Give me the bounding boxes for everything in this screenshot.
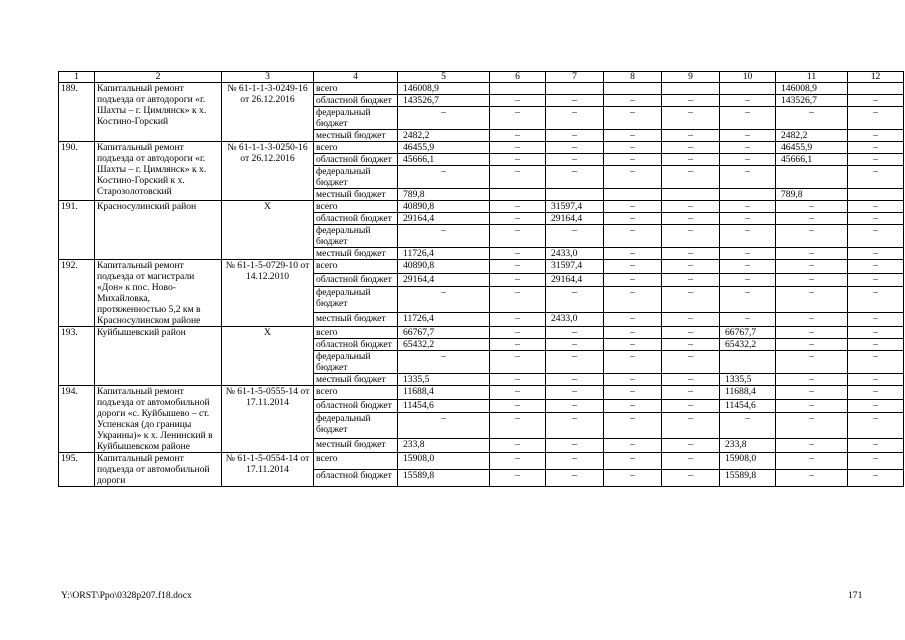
amount-cell: – bbox=[776, 327, 848, 339]
amount-cell: – bbox=[490, 453, 546, 470]
amount-cell: 2433,0 bbox=[546, 313, 604, 327]
record-number: 192. bbox=[59, 260, 95, 327]
amount-cell: 40890,8 bbox=[398, 260, 490, 274]
amount-cell: – bbox=[604, 287, 662, 313]
amount-cell: 15908,0 bbox=[398, 453, 490, 470]
record-number: 190. bbox=[59, 142, 95, 201]
amount-cell: – bbox=[546, 351, 604, 374]
funding-source-label: местный бюджет bbox=[314, 439, 398, 453]
amount-cell: – bbox=[604, 130, 662, 142]
funding-source-label: областной бюджет bbox=[314, 470, 398, 487]
amount-cell bbox=[720, 351, 776, 374]
amount-cell: – bbox=[490, 327, 546, 339]
amount-cell: – bbox=[848, 470, 904, 487]
amount-cell: – bbox=[662, 287, 720, 313]
amount-cell: – bbox=[546, 142, 604, 154]
amount-cell bbox=[848, 189, 904, 201]
amount-cell bbox=[662, 189, 720, 201]
amount-cell: – bbox=[662, 399, 720, 413]
amount-cell: – bbox=[776, 260, 848, 274]
record-number: 195. bbox=[59, 453, 95, 487]
amount-cell: – bbox=[490, 107, 546, 130]
amount-cell: – bbox=[848, 248, 904, 260]
column-number-row bbox=[59, 72, 904, 83]
amount-cell: 11688,4 bbox=[720, 386, 776, 400]
amount-cell: – bbox=[604, 470, 662, 487]
amount-cell: – bbox=[848, 273, 904, 287]
amount-cell bbox=[662, 83, 720, 95]
amount-cell bbox=[490, 83, 546, 95]
amount-cell: – bbox=[662, 260, 720, 274]
amount-cell: – bbox=[720, 287, 776, 313]
funding-source-label: областной бюджет bbox=[314, 154, 398, 166]
amount-cell: – bbox=[848, 386, 904, 400]
amount-cell: – bbox=[776, 351, 848, 374]
amount-cell: – bbox=[662, 166, 720, 189]
amount-cell: – bbox=[546, 374, 604, 386]
amount-cell bbox=[490, 189, 546, 201]
amount-cell: – bbox=[490, 273, 546, 287]
amount-cell: 789,8 bbox=[776, 189, 848, 201]
amount-cell: 45666,1 bbox=[398, 154, 490, 166]
amount-cell: – bbox=[848, 225, 904, 248]
document-reference: № 61-1-1-3-0249-16 от 26.12.2016 bbox=[222, 83, 314, 142]
amount-cell: 66767,7 bbox=[398, 327, 490, 339]
object-name: Капитальный ремонт подъезда от автомобильной дороги bbox=[95, 453, 222, 487]
amount-cell: – bbox=[604, 413, 662, 439]
amount-cell: – bbox=[490, 142, 546, 154]
amount-cell: – bbox=[490, 154, 546, 166]
funding-source-label: областной бюджет bbox=[314, 399, 398, 413]
amount-cell bbox=[720, 189, 776, 201]
amount-cell: – bbox=[662, 439, 720, 453]
amount-cell: – bbox=[490, 470, 546, 487]
amount-cell: – bbox=[776, 439, 848, 453]
amount-cell: – bbox=[720, 225, 776, 248]
amount-cell: – bbox=[604, 166, 662, 189]
amount-cell: – bbox=[848, 439, 904, 453]
amount-cell: – bbox=[546, 166, 604, 189]
amount-cell: 2482,2 bbox=[776, 130, 848, 142]
amount-cell: – bbox=[720, 313, 776, 327]
funding-source-label: федеральный бюджет bbox=[314, 225, 398, 248]
amount-cell: – bbox=[776, 313, 848, 327]
amount-cell: – bbox=[776, 273, 848, 287]
amount-cell: – bbox=[776, 386, 848, 400]
amount-cell: – bbox=[490, 313, 546, 327]
amount-cell bbox=[848, 83, 904, 95]
amount-cell: – bbox=[490, 201, 546, 213]
amount-cell: – bbox=[604, 107, 662, 130]
table-row bbox=[59, 83, 904, 95]
amount-cell: 31597,4 bbox=[546, 201, 604, 213]
object-name: Капитальный ремонт подъезда от автомобильной дороги «с. Куйбышево – ст. Успенская (до границы Украины)» к х. Ленинский в Куйбышевском районе bbox=[95, 386, 222, 453]
amount-cell: – bbox=[662, 351, 720, 374]
document-reference: № 61-1-5-0554-14 от 17.11.2014 bbox=[222, 453, 314, 487]
amount-cell: 46455,9 bbox=[776, 142, 848, 154]
amount-cell: – bbox=[546, 107, 604, 130]
amount-cell bbox=[546, 189, 604, 201]
amount-cell: – bbox=[490, 413, 546, 439]
record-number: 194. bbox=[59, 386, 95, 453]
column-number: 4 bbox=[314, 72, 398, 83]
amount-cell: – bbox=[776, 213, 848, 225]
funding-source-label: всего bbox=[314, 327, 398, 339]
amount-cell: 29164,4 bbox=[546, 273, 604, 287]
file-path-footer: Y:\ORST\Ppo\0328p207.f18.docx bbox=[61, 590, 192, 601]
amount-cell: – bbox=[490, 213, 546, 225]
amount-cell: – bbox=[776, 399, 848, 413]
amount-cell: – bbox=[848, 130, 904, 142]
amount-cell: – bbox=[490, 439, 546, 453]
amount-cell: 45666,1 bbox=[776, 154, 848, 166]
amount-cell: – bbox=[720, 213, 776, 225]
amount-cell: 11726,4 bbox=[398, 248, 490, 260]
amount-cell: – bbox=[398, 413, 490, 439]
document-reference: № 61-1-5-0555-14 от 17.11.2014 bbox=[222, 386, 314, 453]
budget-table bbox=[58, 71, 904, 487]
amount-cell: – bbox=[662, 95, 720, 107]
amount-cell: – bbox=[546, 327, 604, 339]
amount-cell: – bbox=[490, 386, 546, 400]
amount-cell: – bbox=[604, 95, 662, 107]
amount-cell: 11726,4 bbox=[398, 313, 490, 327]
amount-cell: – bbox=[720, 95, 776, 107]
funding-source-label: местный бюджет bbox=[314, 374, 398, 386]
amount-cell: – bbox=[776, 225, 848, 248]
funding-source-label: федеральный бюджет bbox=[314, 351, 398, 374]
amount-cell: 29164,4 bbox=[398, 213, 490, 225]
amount-cell: – bbox=[848, 453, 904, 470]
amount-cell: – bbox=[490, 166, 546, 189]
amount-cell: – bbox=[604, 399, 662, 413]
amount-cell: 65432,2 bbox=[398, 339, 490, 351]
amount-cell: 233,8 bbox=[398, 439, 490, 453]
amount-cell: – bbox=[662, 107, 720, 130]
amount-cell: – bbox=[848, 374, 904, 386]
amount-cell: – bbox=[604, 213, 662, 225]
amount-cell: – bbox=[848, 413, 904, 439]
amount-cell: – bbox=[720, 154, 776, 166]
amount-cell: – bbox=[776, 413, 848, 439]
table-row bbox=[59, 142, 904, 154]
amount-cell: – bbox=[662, 470, 720, 487]
amount-cell: – bbox=[604, 248, 662, 260]
amount-cell: – bbox=[604, 327, 662, 339]
amount-cell: – bbox=[398, 225, 490, 248]
amount-cell: – bbox=[490, 95, 546, 107]
amount-cell bbox=[604, 83, 662, 95]
column-number: 12 bbox=[848, 72, 904, 83]
amount-cell: – bbox=[604, 142, 662, 154]
amount-cell: – bbox=[848, 399, 904, 413]
funding-source-label: областной бюджет bbox=[314, 339, 398, 351]
amount-cell: – bbox=[604, 313, 662, 327]
funding-source-label: всего bbox=[314, 386, 398, 400]
amount-cell: – bbox=[490, 225, 546, 248]
object-name: Куйбышевский район bbox=[95, 327, 222, 386]
column-number: 3 bbox=[222, 72, 314, 83]
amount-cell: – bbox=[848, 351, 904, 374]
amount-cell: 143526,7 bbox=[398, 95, 490, 107]
amount-cell: – bbox=[604, 439, 662, 453]
amount-cell: – bbox=[490, 399, 546, 413]
amount-cell: – bbox=[776, 107, 848, 130]
amount-cell: – bbox=[604, 273, 662, 287]
amount-cell: – bbox=[848, 107, 904, 130]
document-reference: X bbox=[222, 201, 314, 260]
amount-cell: 2482,2 bbox=[398, 130, 490, 142]
amount-cell: – bbox=[848, 287, 904, 313]
amount-cell: – bbox=[662, 201, 720, 213]
amount-cell: – bbox=[490, 287, 546, 313]
amount-cell: 29164,4 bbox=[546, 213, 604, 225]
amount-cell: – bbox=[604, 374, 662, 386]
amount-cell: – bbox=[604, 339, 662, 351]
amount-cell: – bbox=[848, 166, 904, 189]
amount-cell: – bbox=[546, 95, 604, 107]
record-number: 191. bbox=[59, 201, 95, 260]
record-number: 189. bbox=[59, 83, 95, 142]
amount-cell: – bbox=[848, 201, 904, 213]
amount-cell: – bbox=[398, 351, 490, 374]
amount-cell: 29164,4 bbox=[398, 273, 490, 287]
funding-source-label: областной бюджет bbox=[314, 273, 398, 287]
page-number: 171 bbox=[848, 590, 863, 601]
amount-cell: – bbox=[776, 374, 848, 386]
amount-cell: – bbox=[662, 374, 720, 386]
table-row bbox=[59, 386, 904, 400]
amount-cell: – bbox=[546, 154, 604, 166]
column-number: 10 bbox=[720, 72, 776, 83]
amount-cell: – bbox=[776, 287, 848, 313]
amount-cell: 2433,0 bbox=[546, 248, 604, 260]
amount-cell: – bbox=[604, 386, 662, 400]
column-number: 1 bbox=[59, 72, 95, 83]
amount-cell: 233,8 bbox=[720, 439, 776, 453]
amount-cell: – bbox=[662, 327, 720, 339]
amount-cell: 46455,9 bbox=[398, 142, 490, 154]
amount-cell bbox=[776, 166, 848, 189]
amount-cell: 11454,6 bbox=[398, 399, 490, 413]
amount-cell: – bbox=[662, 386, 720, 400]
amount-cell: – bbox=[490, 374, 546, 386]
record-number: 193. bbox=[59, 327, 95, 386]
funding-source-label: всего bbox=[314, 83, 398, 95]
amount-cell: – bbox=[848, 95, 904, 107]
amount-cell: – bbox=[776, 339, 848, 351]
funding-source-label: всего bbox=[314, 201, 398, 213]
amount-cell: – bbox=[546, 413, 604, 439]
amount-cell: – bbox=[720, 107, 776, 130]
amount-cell: – bbox=[546, 287, 604, 313]
amount-cell: – bbox=[848, 339, 904, 351]
amount-cell: – bbox=[662, 313, 720, 327]
amount-cell bbox=[546, 83, 604, 95]
amount-cell: 15589,8 bbox=[720, 470, 776, 487]
table-row bbox=[59, 201, 904, 213]
amount-cell: 66767,7 bbox=[720, 327, 776, 339]
amount-cell: – bbox=[398, 166, 490, 189]
object-name: Красносулинский район bbox=[95, 201, 222, 260]
column-number: 6 bbox=[490, 72, 546, 83]
amount-cell: – bbox=[490, 248, 546, 260]
funding-source-label: федеральный бюджет bbox=[314, 287, 398, 313]
amount-cell: 789,8 bbox=[398, 189, 490, 201]
document-reference: X bbox=[222, 327, 314, 386]
amount-cell: – bbox=[490, 130, 546, 142]
amount-cell: 11688,4 bbox=[398, 386, 490, 400]
amount-cell: – bbox=[546, 453, 604, 470]
amount-cell: – bbox=[490, 339, 546, 351]
amount-cell: – bbox=[546, 399, 604, 413]
column-number: 7 bbox=[546, 72, 604, 83]
amount-cell: – bbox=[720, 248, 776, 260]
column-number: 9 bbox=[662, 72, 720, 83]
amount-cell: – bbox=[720, 260, 776, 274]
amount-cell: 1335,5 bbox=[398, 374, 490, 386]
amount-cell bbox=[604, 189, 662, 201]
object-name: Капитальный ремонт подъезда от автодороги «г. Шахты – г. Цимлянск» к х. Костино-Горский к х. Старозолотовский bbox=[95, 142, 222, 201]
amount-cell: 146008,9 bbox=[776, 83, 848, 95]
amount-cell bbox=[720, 83, 776, 95]
amount-cell: 31597,4 bbox=[546, 260, 604, 274]
amount-cell: – bbox=[604, 225, 662, 248]
funding-source-label: федеральный бюджет bbox=[314, 413, 398, 439]
amount-cell: – bbox=[720, 413, 776, 439]
amount-cell: – bbox=[720, 201, 776, 213]
column-number: 5 bbox=[398, 72, 490, 83]
amount-cell: 15589,8 bbox=[398, 470, 490, 487]
amount-cell: – bbox=[662, 248, 720, 260]
amount-cell: – bbox=[848, 213, 904, 225]
amount-cell: – bbox=[662, 413, 720, 439]
object-name: Капитальный ремонт подъезда от автодороги «г. Шахты – г. Цимлянск» к х. Костино-Горский bbox=[95, 83, 222, 142]
amount-cell: – bbox=[848, 154, 904, 166]
amount-cell: – bbox=[662, 154, 720, 166]
amount-cell: – bbox=[848, 142, 904, 154]
amount-cell: 65432,2 bbox=[720, 339, 776, 351]
amount-cell: – bbox=[662, 142, 720, 154]
amount-cell: – bbox=[604, 154, 662, 166]
amount-cell: – bbox=[490, 351, 546, 374]
object-name: Капитальный ремонт подъезда от магистрали «Дон» к пос. Ново-Михайловка, протяженностью 5,2 км в Красносулинском районе bbox=[95, 260, 222, 327]
amount-cell: – bbox=[848, 313, 904, 327]
amount-cell: – bbox=[848, 260, 904, 274]
funding-source-label: всего bbox=[314, 453, 398, 470]
funding-source-label: областной бюджет bbox=[314, 95, 398, 107]
amount-cell: 146008,9 bbox=[398, 83, 490, 95]
amount-cell: – bbox=[662, 273, 720, 287]
amount-cell: 1335,5 bbox=[720, 374, 776, 386]
amount-cell: – bbox=[546, 339, 604, 351]
amount-cell: – bbox=[720, 142, 776, 154]
funding-source-label: всего bbox=[314, 142, 398, 154]
amount-cell: – bbox=[720, 273, 776, 287]
amount-cell: – bbox=[546, 130, 604, 142]
table-row bbox=[59, 327, 904, 339]
amount-cell: – bbox=[776, 470, 848, 487]
column-number: 8 bbox=[604, 72, 662, 83]
funding-source-label: областной бюджет bbox=[314, 213, 398, 225]
amount-cell: – bbox=[546, 225, 604, 248]
amount-cell: – bbox=[398, 107, 490, 130]
column-number: 11 bbox=[776, 72, 848, 83]
amount-cell: – bbox=[546, 470, 604, 487]
amount-cell: – bbox=[546, 386, 604, 400]
amount-cell: – bbox=[546, 439, 604, 453]
table-row bbox=[59, 260, 904, 274]
amount-cell: – bbox=[662, 339, 720, 351]
amount-cell: – bbox=[604, 201, 662, 213]
funding-source-label: всего bbox=[314, 260, 398, 274]
amount-cell: – bbox=[662, 213, 720, 225]
amount-cell: – bbox=[490, 260, 546, 274]
amount-cell: – bbox=[720, 130, 776, 142]
document-reference: № 61-1-5-0729-10 от 14.12.2010 bbox=[222, 260, 314, 327]
amount-cell: – bbox=[662, 453, 720, 470]
amount-cell: – bbox=[776, 248, 848, 260]
amount-cell: – bbox=[604, 351, 662, 374]
funding-source-label: федеральный бюджет bbox=[314, 107, 398, 130]
funding-source-label: местный бюджет bbox=[314, 130, 398, 142]
amount-cell: 11454,6 bbox=[720, 399, 776, 413]
amount-cell: 15908,0 bbox=[720, 453, 776, 470]
funding-source-label: местный бюджет bbox=[314, 313, 398, 327]
amount-cell: – bbox=[720, 166, 776, 189]
column-number: 2 bbox=[95, 72, 222, 83]
amount-cell: – bbox=[776, 453, 848, 470]
amount-cell: – bbox=[398, 287, 490, 313]
amount-cell: – bbox=[604, 453, 662, 470]
amount-cell: – bbox=[604, 260, 662, 274]
funding-source-label: местный бюджет bbox=[314, 189, 398, 201]
amount-cell: – bbox=[662, 130, 720, 142]
amount-cell: 40890,8 bbox=[398, 201, 490, 213]
amount-cell: – bbox=[776, 201, 848, 213]
amount-cell: – bbox=[662, 225, 720, 248]
document-reference: № 61-1-1-3-0250-16 от 26.12.2016 bbox=[222, 142, 314, 201]
funding-source-label: федеральный бюджет bbox=[314, 166, 398, 189]
amount-cell: 143526,7 bbox=[776, 95, 848, 107]
funding-source-label: местный бюджет bbox=[314, 248, 398, 260]
table-row bbox=[59, 453, 904, 470]
amount-cell: – bbox=[848, 327, 904, 339]
